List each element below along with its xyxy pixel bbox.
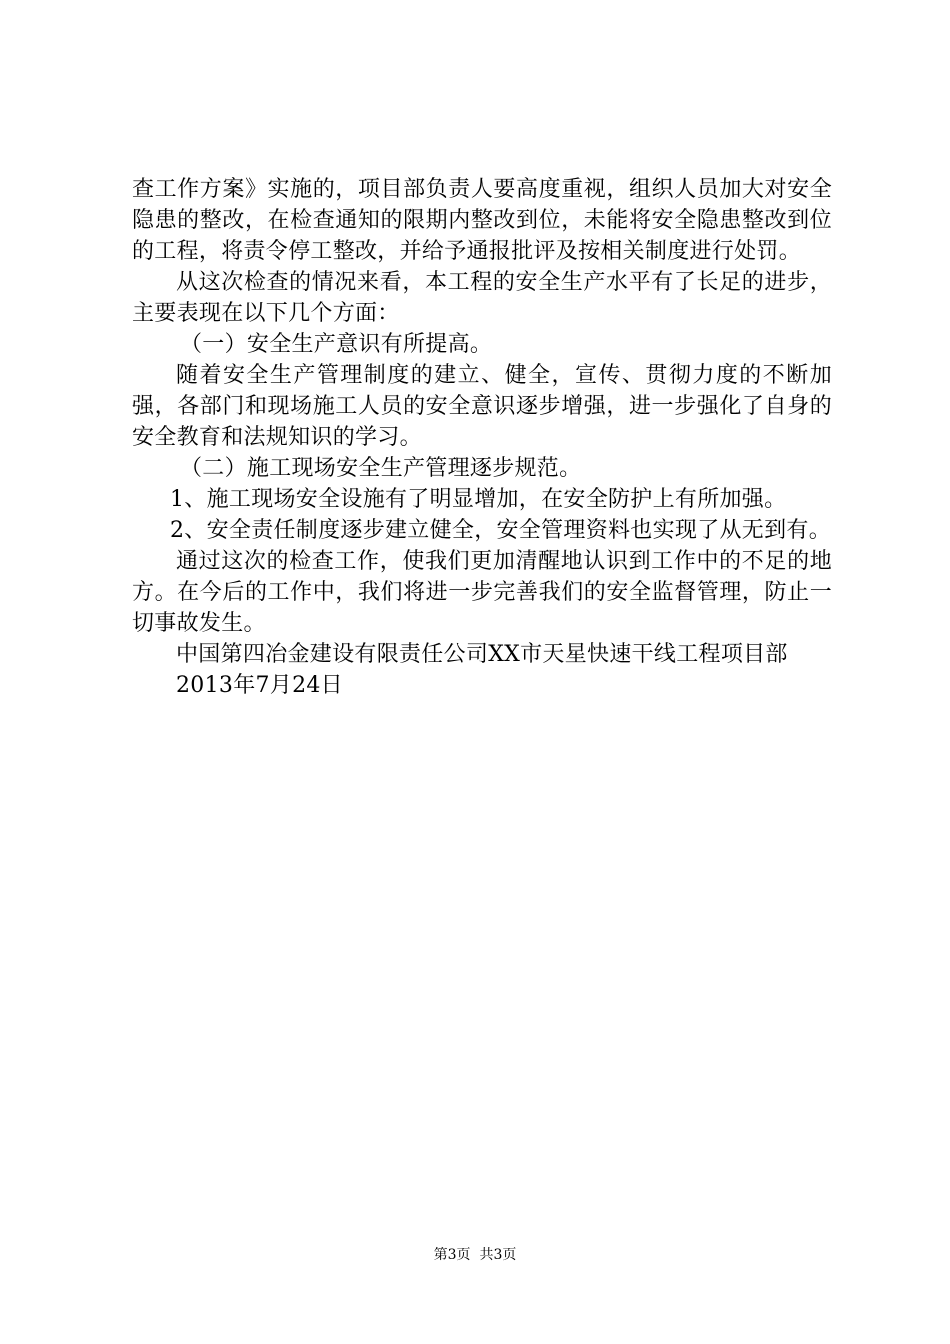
signature-organization: 中国第四冶金建设有限责任公司XX市天星快速干线工程项目部 xyxy=(176,642,788,667)
paragraph-section-1-body: 随着安全生产管理制度的建立、健全，宣传、贯彻力度的不断加强，各部门和现场施工人员的安全意识逐步增强，进一步强化了自身的安全教育和法规知识的学习。 xyxy=(132,363,832,450)
document-body xyxy=(132,174,832,701)
heading-section-1: （一）安全生产意识有所提高。 xyxy=(180,332,493,357)
paragraph-summary-intro: 从这次检查的情况来看，本工程的安全生产水平有了长足的进步，主要表现在以下几个方面： xyxy=(132,270,832,326)
page-footer xyxy=(0,1244,950,1264)
list-item-1: 1、施工现场安全设施有了明显增加，在安全防护上有所加强。 xyxy=(170,487,787,512)
paragraph-conclusion: 通过这次的检查工作，使我们更加清醒地认识到工作中的不足的地方。在今后的工作中，我们将进一步完善我们的安全监督管理，防止一切事故发生。 xyxy=(132,549,832,636)
heading-section-2: （二）施工现场安全生产管理逐步规范。 xyxy=(180,456,582,481)
page-number-label: 第3页 共3页 xyxy=(433,1247,517,1263)
paragraph-continuation: 查工作方案》实施的，项目部负责人要高度重视，组织人员加大对安全隐患的整改，在检查通知的限期内整改到位，未能将安全隐患整改到位的工程，将责令停工整改，并给予通报批评及按相关制度进行处罚。 xyxy=(132,177,832,264)
list-item-2: 2、安全责任制度逐步建立健全，安全管理资料也实现了从无到有。 xyxy=(170,518,831,543)
signature-date: 2013年7月24日 xyxy=(176,673,343,698)
